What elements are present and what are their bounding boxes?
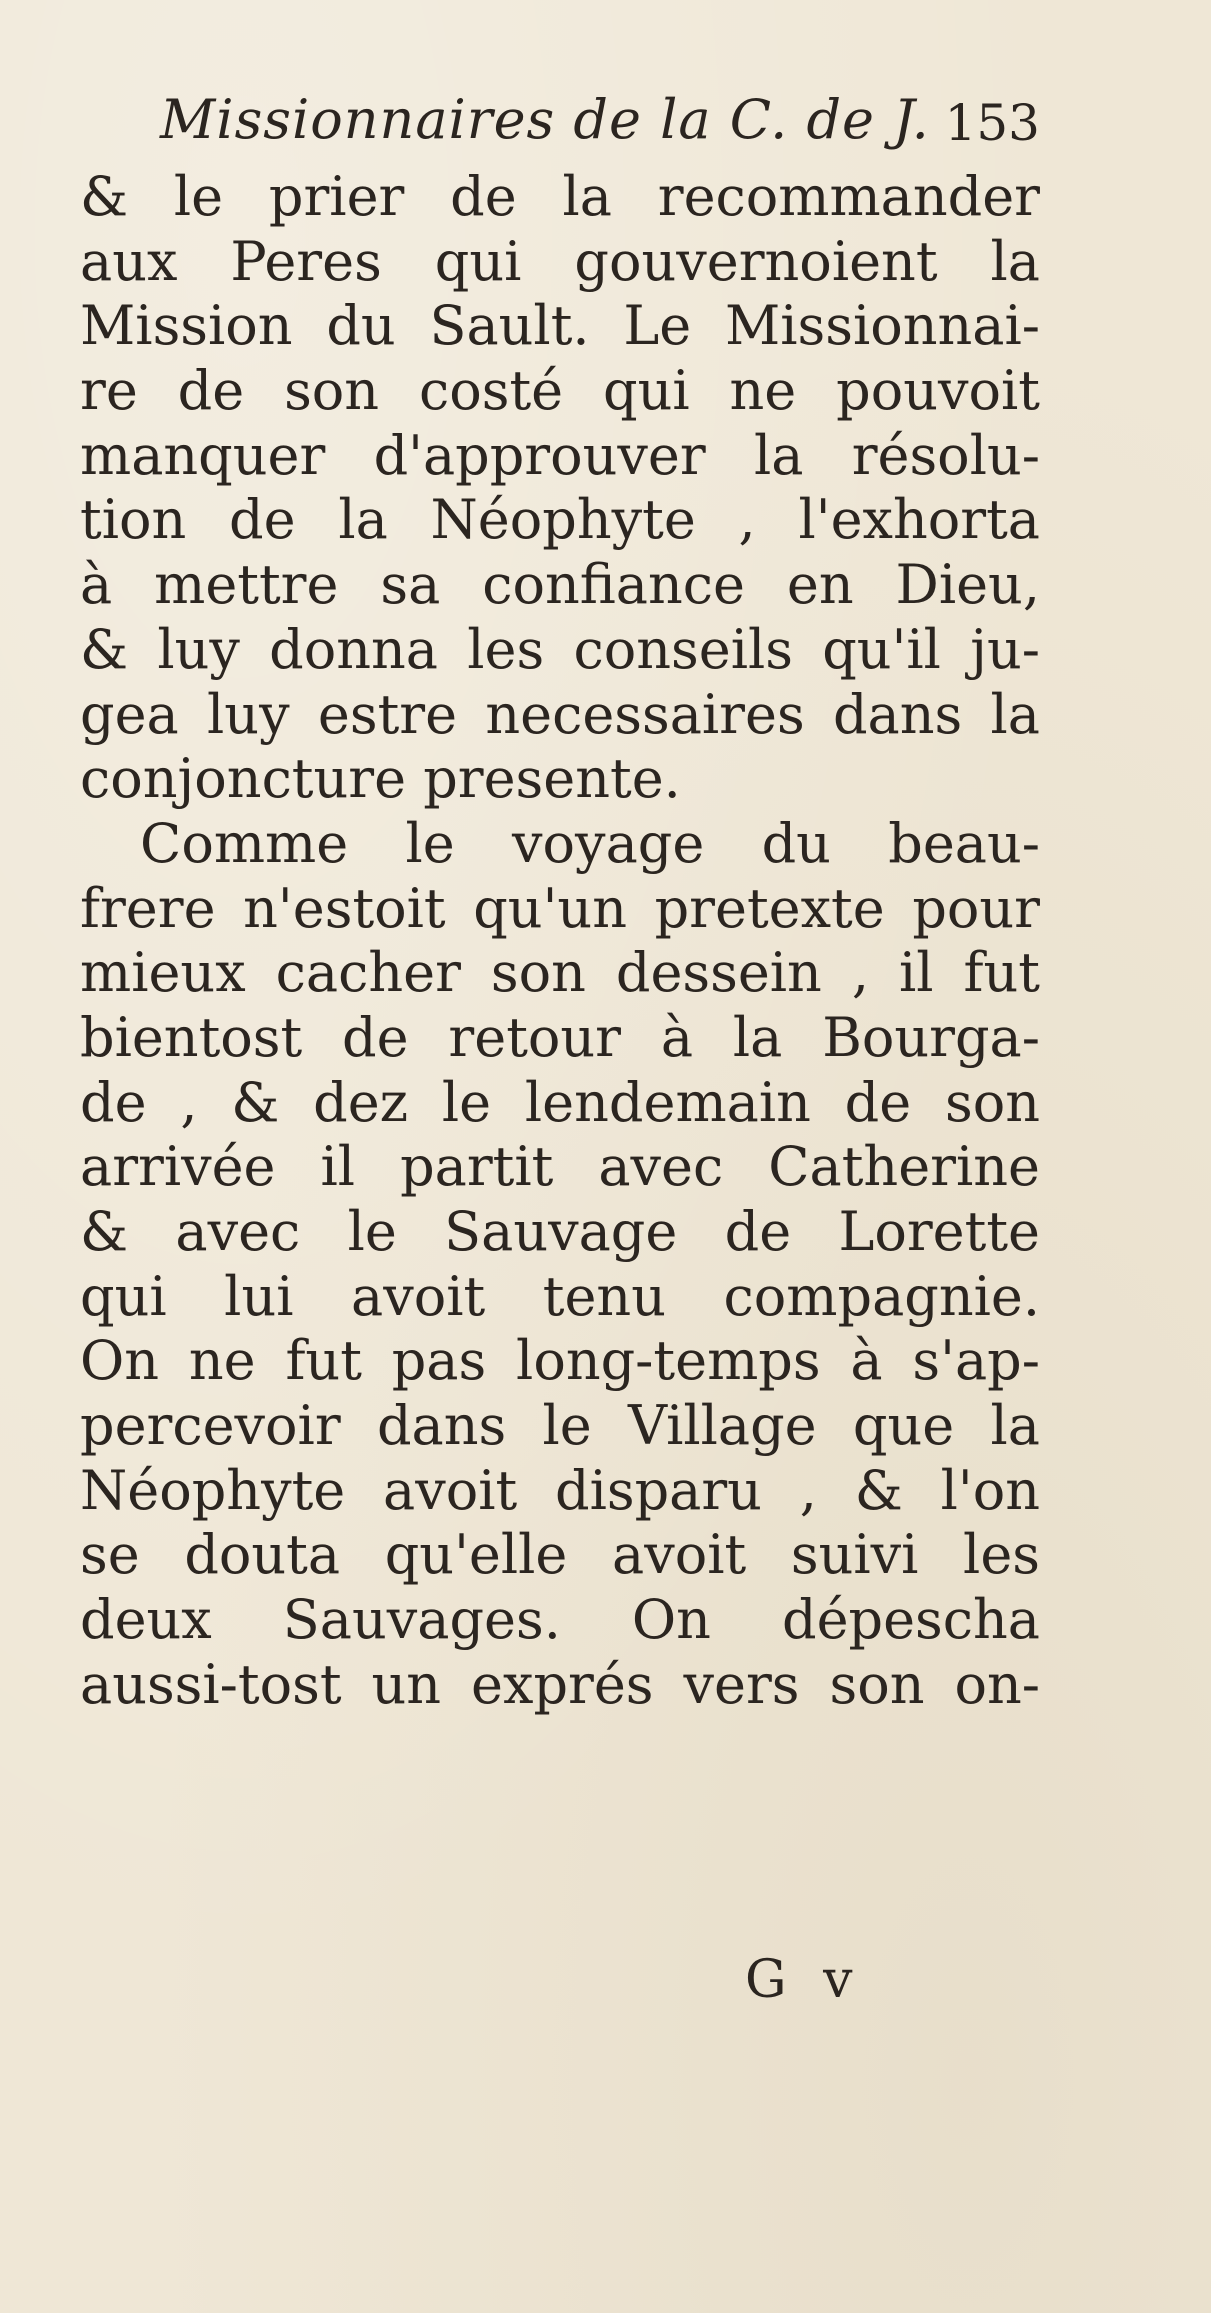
text-line: mieux cacher son dessein , il fut bbox=[80, 941, 1040, 1005]
text-line: tion de la Néophyte , l'exhorta bbox=[80, 488, 1040, 552]
text-line: se douta qu'elle avoit suivi les bbox=[80, 1523, 1040, 1587]
text-line: & luy donna les conseils qu'il ju- bbox=[80, 617, 1040, 681]
text-line: & le prier de la recommander bbox=[80, 165, 1040, 228]
running-title: Missionnaires de la C. de J. bbox=[160, 88, 930, 151]
text-line: gea luy estre necessaires dans la bbox=[80, 682, 1040, 746]
text-line: manquer d'approuver la résolu- bbox=[80, 423, 1040, 487]
text-line: On ne fut pas long-temps à s'ap- bbox=[80, 1329, 1040, 1393]
text-line: bientost de retour à la Bourga- bbox=[80, 1005, 1040, 1069]
text-line: qui lui avoit tenu compagnie. bbox=[80, 1264, 1040, 1328]
text-line: aussi-tost un exprés vers son on- bbox=[80, 1652, 1040, 1716]
page-header bbox=[160, 88, 1040, 160]
page-number: 153 bbox=[944, 94, 1040, 152]
text-line: percevoir dans le Village que la bbox=[80, 1394, 1040, 1458]
text-line: deux Sauvages. On dépescha bbox=[80, 1588, 1040, 1652]
text-line: conjoncture presente. bbox=[80, 747, 681, 811]
text-line: Néophyte avoit disparu , & l'on bbox=[80, 1458, 1040, 1522]
body-text bbox=[80, 165, 1040, 1718]
text-line: arrivée il partit avec Catherine bbox=[80, 1135, 1040, 1199]
text-line: & avec le Sauvage de Lorette bbox=[80, 1200, 1040, 1263]
text-line: re de son costé qui ne pouvoit bbox=[80, 359, 1040, 423]
text-line: de , & dez le lendemain de son bbox=[80, 1070, 1040, 1134]
text-line: à mettre sa confiance en Dieu, bbox=[80, 553, 1040, 617]
text-line: aux Peres qui gouvernoient la bbox=[80, 229, 1040, 293]
paragraph-start-line: Comme le voyage du beau- bbox=[140, 811, 1040, 875]
text-line: Mission du Sault. Le Missionnai- bbox=[80, 294, 1040, 358]
signature-mark: G v bbox=[745, 1950, 863, 2010]
text-line: frere n'estoit qu'un pretexte pour bbox=[80, 876, 1040, 940]
